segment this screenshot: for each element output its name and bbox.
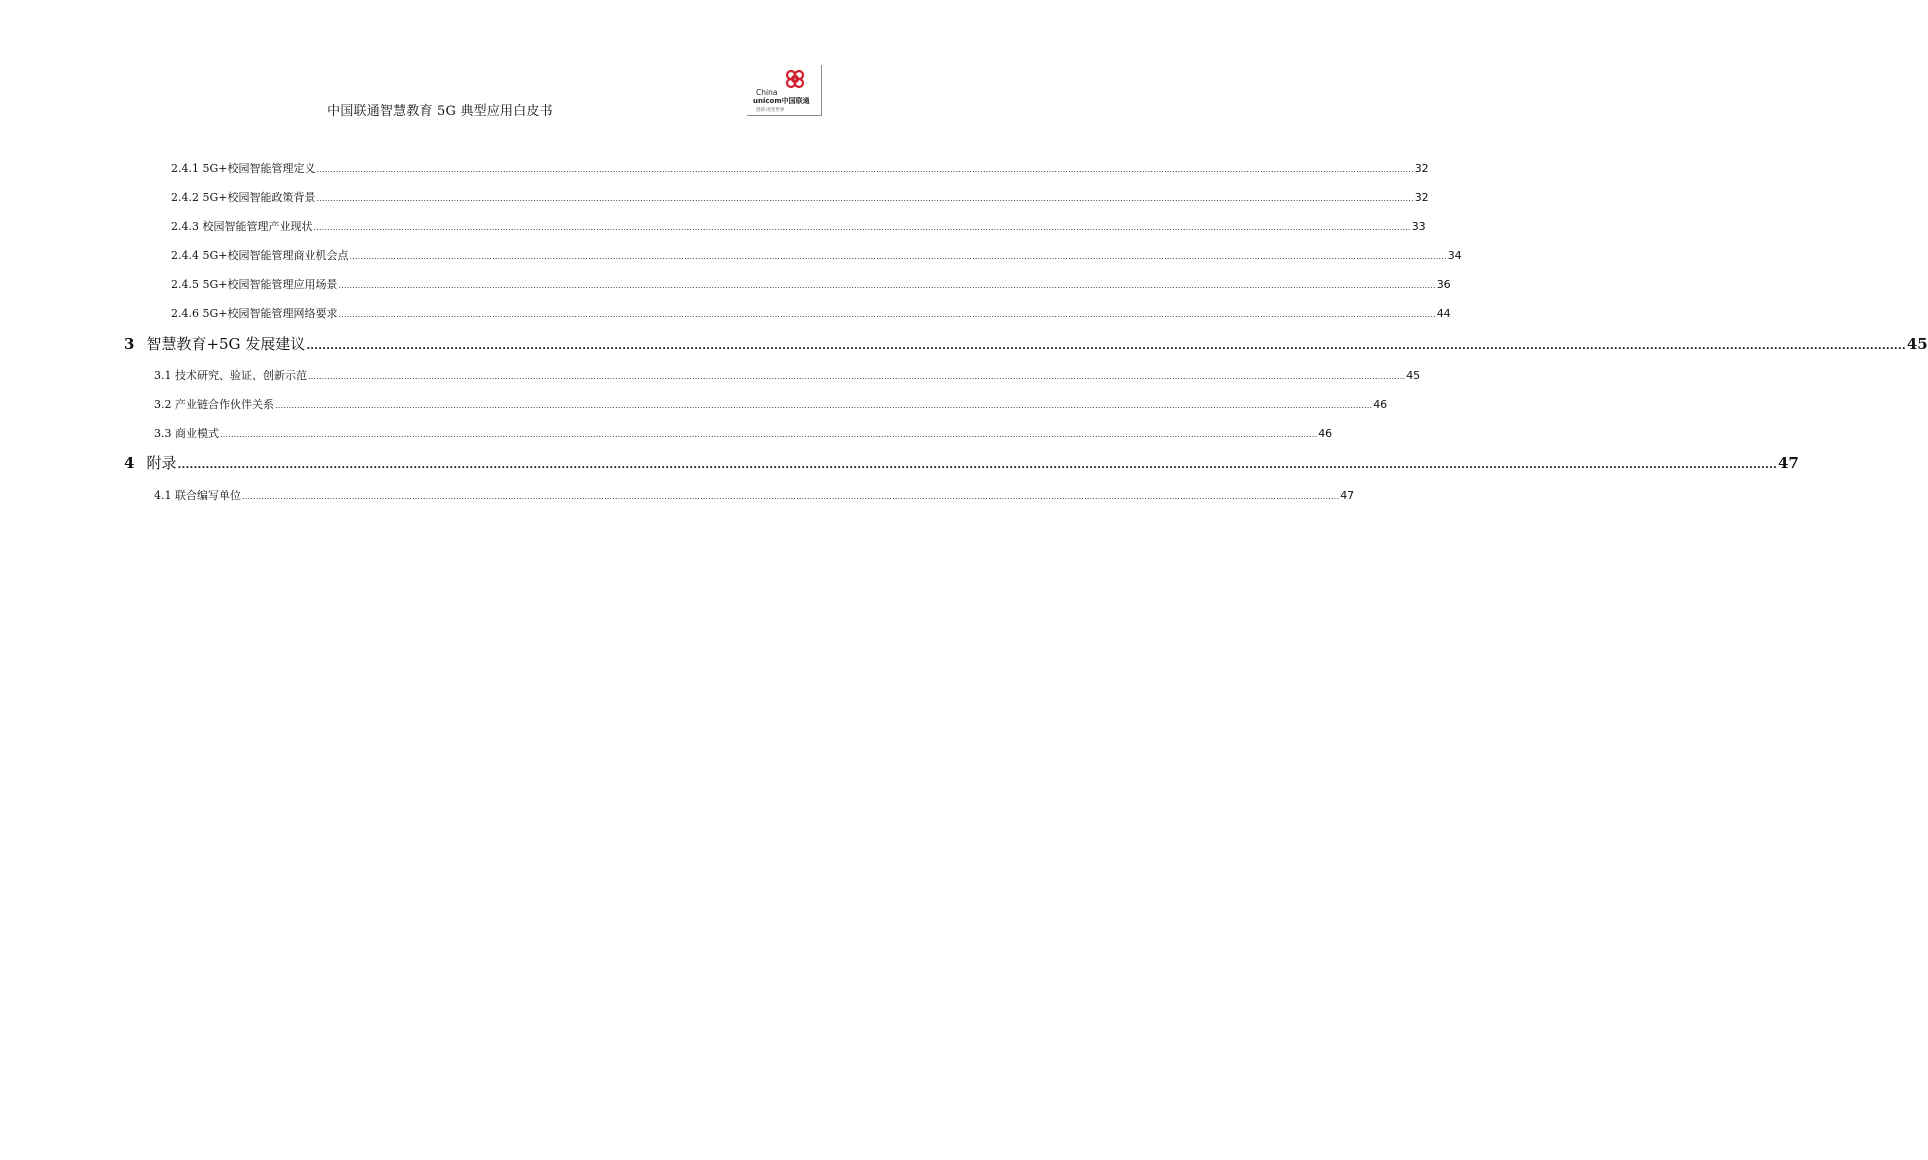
- toc-entry[interactable]: [124, 333, 1928, 354]
- toc-dot-leader: ................................................................................................................................................................................................................................................................................................................................................................................................................: [275, 401, 1373, 410]
- toc-entry-label: 2.4.6 5G+校园智能管理网络要求: [171, 307, 338, 320]
- toc-page-number: 46: [1318, 427, 1333, 440]
- toc-page-number: 36: [1436, 278, 1451, 291]
- toc-page-number: 45: [1406, 369, 1421, 382]
- toc-entry[interactable]: [154, 396, 1388, 412]
- toc-dot-leader: ................................................................................................................................................................................................................................................................................................................................................................................................................: [242, 492, 1340, 501]
- toc-entry-label: [124, 333, 305, 354]
- toc-page-number: 33: [1411, 220, 1426, 233]
- toc-entry-label: 2.4.1 5G+校园智能管理定义: [171, 162, 316, 175]
- toc-entry[interactable]: [171, 218, 1426, 234]
- logo-line1: China: [756, 88, 778, 97]
- toc-entry[interactable]: [171, 189, 1429, 205]
- toc-dot-leader: ................................................................................................................................................................................................................................................................................................................................................................................................................: [306, 341, 1906, 352]
- toc-page-number: 47: [1340, 489, 1355, 502]
- unicom-knot-icon: [747, 65, 821, 115]
- toc-entry-label: 3.3 商业模式: [154, 427, 219, 440]
- logo-line3: 创新·改变世界: [756, 108, 785, 113]
- toc-entry[interactable]: [154, 367, 1421, 383]
- toc-entry-label: [124, 452, 176, 473]
- toc-dot-leader: ................................................................................................................................................................................................................................................................................................................................................................................................................: [177, 460, 1777, 471]
- toc-page-number: 34: [1447, 249, 1462, 262]
- toc-entry-number: 4: [124, 454, 135, 472]
- toc-page-number: 47: [1777, 454, 1799, 472]
- toc-entry[interactable]: [154, 425, 1333, 441]
- toc-entry[interactable]: [171, 305, 1451, 321]
- document-header-title: 中国联通智慧教育 5G 典型应用白皮书: [327, 104, 553, 119]
- toc-entry-label: 2.4.3 校园智能管理产业现状: [171, 220, 313, 233]
- toc-entry[interactable]: [171, 247, 1462, 263]
- toc-page-number: 32: [1414, 162, 1429, 175]
- toc-dot-leader: ................................................................................................................................................................................................................................................................................................................................................................................................................: [308, 372, 1406, 381]
- toc-entry-label: 2.4.4 5G+校园智能管理商业机会点: [171, 249, 349, 262]
- toc-entry-label: 4.1 联合编写单位: [154, 489, 241, 502]
- logo-line2: unicom中国联通: [753, 97, 810, 105]
- toc-entry-label: 2.4.5 5G+校园智能管理应用场景: [171, 278, 338, 291]
- toc-dot-leader: ................................................................................................................................................................................................................................................................................................................................................................................................................: [316, 194, 1414, 203]
- toc-entry-label: 2.4.2 5G+校园智能政策背景: [171, 191, 316, 204]
- toc-dot-leader: ................................................................................................................................................................................................................................................................................................................................................................................................................: [338, 281, 1436, 290]
- toc-entry-label: 3.2 产业链合作伙伴关系: [154, 398, 274, 411]
- toc-dot-leader: ................................................................................................................................................................................................................................................................................................................................................................................................................: [220, 430, 1318, 439]
- toc-dot-leader: ................................................................................................................................................................................................................................................................................................................................................................................................................: [338, 310, 1436, 319]
- toc-page-number: 45: [1906, 335, 1928, 353]
- toc-entry-number: 3: [124, 335, 135, 353]
- toc-dot-leader: ................................................................................................................................................................................................................................................................................................................................................................................................................: [349, 252, 1447, 261]
- toc-entry[interactable]: [124, 452, 1799, 473]
- toc-page-number: 32: [1414, 191, 1429, 204]
- toc-dot-leader: ................................................................................................................................................................................................................................................................................................................................................................................................................: [313, 223, 1411, 232]
- toc-entry-text: 附录: [146, 454, 177, 472]
- toc-entry[interactable]: [171, 276, 1451, 292]
- toc-page-number: 44: [1436, 307, 1451, 320]
- toc-entry-label: 3.1 技术研究、验证、创新示范: [154, 369, 307, 382]
- toc-entry-text: 智慧教育+5G 发展建议: [146, 335, 306, 353]
- toc-entry[interactable]: [154, 487, 1355, 503]
- china-unicom-logo: [747, 65, 822, 116]
- toc-entry[interactable]: [171, 160, 1429, 176]
- toc-dot-leader: ................................................................................................................................................................................................................................................................................................................................................................................................................: [316, 165, 1414, 174]
- toc-page-number: 46: [1373, 398, 1388, 411]
